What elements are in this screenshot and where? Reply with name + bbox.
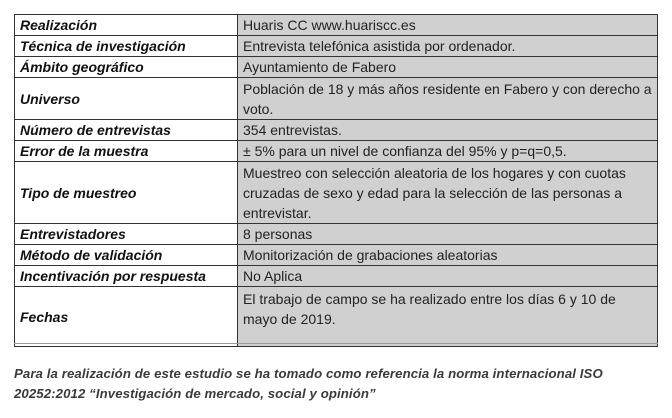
table-row (15, 162, 658, 224)
row-label-realizacion: Realización (15, 15, 238, 36)
row-label-tecnica: Técnica de investigación (15, 36, 238, 57)
table-row (15, 15, 658, 36)
row-value-universo: Población de 18 y más años residente en Fabero y con derecho a voto. (238, 78, 658, 120)
row-value-realizacion: Huaris CC www.huariscc.es (238, 15, 658, 36)
row-label-universo: Universo (15, 78, 238, 120)
row-label-incentivacion: Incentivación por respuesta (15, 266, 238, 287)
row-value-ambito: Ayuntamiento de Fabero (238, 57, 658, 78)
table-row (15, 224, 658, 245)
table-row (15, 141, 658, 162)
row-value-tecnica: Entrevista telefónica asistida por ordenador. (238, 36, 658, 57)
table-row (15, 78, 658, 120)
row-value-metodo-validacion: Monitorización de grabaciones aleatorias (238, 245, 658, 266)
row-label-numero-entrevistas: Número de entrevistas (15, 120, 238, 141)
table-row (15, 245, 658, 266)
table-row (15, 120, 658, 141)
reference-footnote: Para la realización de este estudio se ha tomado como referencia la norma internacional ISO 20252:2012 “Investigación de mercado, social y opinión” (14, 366, 603, 401)
technical-sheet (14, 14, 658, 347)
table-row (15, 57, 658, 78)
table-row (15, 36, 658, 57)
row-label-tipo-muestreo: Tipo de muestreo (15, 162, 238, 224)
table-row (15, 287, 658, 347)
row-value-tipo-muestreo: Muestreo con selección aleatoria de los hogares y con cuotas cruzadas de sexo y edad para la selección de las personas a entrevistar. (238, 162, 658, 224)
row-label-entrevistadores: Entrevistadores (15, 224, 238, 245)
technical-sheet-table (14, 14, 658, 347)
row-value-entrevistadores: 8 personas (238, 224, 658, 245)
divider (14, 343, 658, 344)
row-value-fechas: El trabajo de campo se ha realizado entre los días 6 y 10 de mayo de 2019. (238, 287, 658, 347)
row-label-error-muestra: Error de la muestra (15, 141, 238, 162)
row-label-ambito: Ámbito geográfico (15, 57, 238, 78)
row-label-fechas: Fechas (15, 287, 238, 347)
row-value-error-muestra: ± 5% para un nivel de confianza del 95% y p=q=0,5. (238, 141, 658, 162)
row-label-metodo-validacion: Método de validación (15, 245, 238, 266)
table-row (15, 266, 658, 287)
row-value-incentivacion: No Aplica (238, 266, 658, 287)
row-value-numero-entrevistas: 354 entrevistas. (238, 120, 658, 141)
